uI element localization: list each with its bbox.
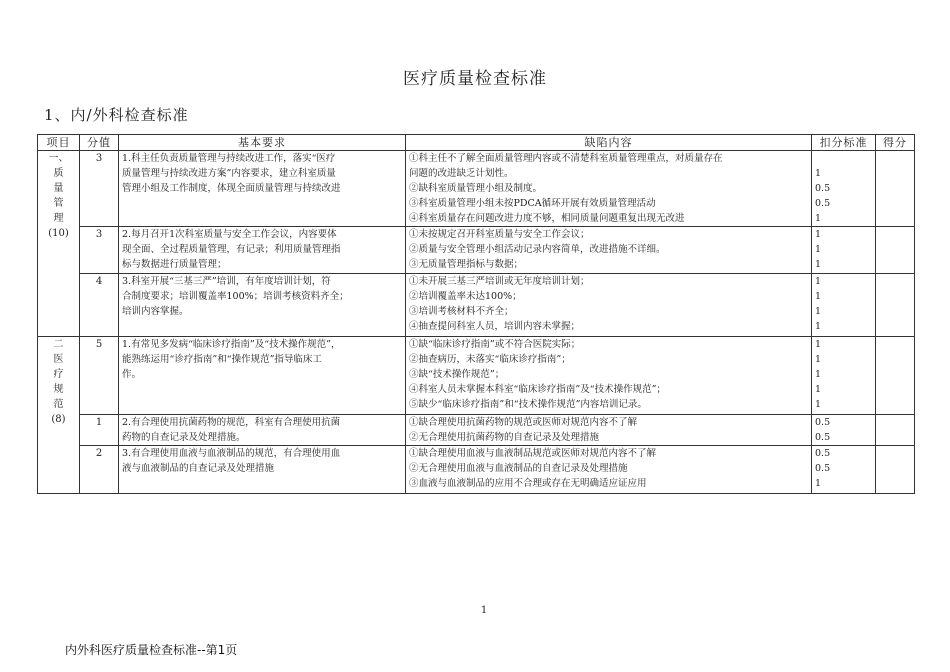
defect-line: ①未按规定召开科室质量与安全工作会议； bbox=[409, 229, 590, 240]
defect-line: ③培训考核材料不齐全； bbox=[409, 306, 514, 317]
page-number: 1 bbox=[480, 605, 488, 616]
deduction-value: 1 bbox=[815, 339, 822, 350]
deduction-value: 1 bbox=[815, 213, 822, 224]
requirement-line: 作。 bbox=[122, 369, 142, 380]
category-cell bbox=[38, 337, 80, 494]
defect-line: ①缺合理使用血液与血液制品规范或医师对规范内容不了解 bbox=[409, 448, 657, 459]
requirement-cell bbox=[119, 337, 406, 415]
deduction-cell bbox=[812, 151, 876, 227]
deduction-value: 1 bbox=[815, 478, 822, 489]
deduction-value: 0.5 bbox=[815, 432, 831, 443]
header-deduction: 扣分标准 bbox=[812, 135, 876, 151]
deduction-value: 1 bbox=[815, 229, 822, 240]
requirement-line: 培训内容掌握。 bbox=[122, 306, 189, 317]
defect-line: ③无质量管理指标与数据； bbox=[409, 259, 524, 270]
defect-line: ②无合理使用抗菌药物的自查记录及处理措施 bbox=[409, 432, 600, 443]
category-char: 规 bbox=[53, 384, 64, 395]
defect-line: ①科主任不了解全面质量管理内容或不清楚科室质量管理重点，对质量存在 bbox=[409, 153, 723, 164]
deduction-cell bbox=[812, 274, 876, 337]
defects-cell bbox=[406, 227, 812, 274]
score-cell: 2 bbox=[80, 446, 119, 494]
defects-cell bbox=[406, 337, 812, 415]
requirement-line: 管理小组及工作制度，体现全面质量管理与持续改进 bbox=[122, 183, 341, 194]
defect-line: ②缺科室质量管理小组及制度。 bbox=[409, 183, 543, 194]
header-earned: 得分 bbox=[876, 135, 915, 151]
requirement-line: 标与数据进行质量管理； bbox=[122, 259, 227, 270]
category-char: (8) bbox=[51, 414, 66, 425]
category-char: (10) bbox=[48, 228, 69, 239]
requirement-line: 1.科主任负责质量管理与持续改进工作，落实“医疗 bbox=[122, 153, 336, 164]
deduction-value: 1 bbox=[815, 306, 822, 317]
header-project: 项目 bbox=[38, 135, 80, 151]
requirement-line: 现全面、全过程质量管理，有记录；利用质量管理指 bbox=[122, 244, 341, 255]
defect-line: 问题的改进缺乏计划性。 bbox=[409, 168, 514, 179]
defect-line: ①缺合理使用抗菌药物的规范或医师对规范内容不了解 bbox=[409, 417, 638, 428]
table-row bbox=[38, 274, 915, 337]
earned-cell bbox=[876, 446, 915, 494]
deduction-value: 1 bbox=[815, 354, 822, 365]
defect-line: ③科室质量管理小组未按PDCA循环开展有效质量管理活动 bbox=[409, 198, 656, 209]
deduction-value: 1 bbox=[815, 276, 822, 287]
deduction-cell bbox=[812, 446, 876, 494]
score-cell: 5 bbox=[80, 337, 119, 415]
defect-line: ②无合理使用血液与血液制品的自查记录及处理措施 bbox=[409, 463, 628, 474]
requirement-line: 3.科室开展“三基三严”培训，有年度培训计划，符 bbox=[122, 276, 331, 287]
category-cell bbox=[38, 151, 80, 337]
deduction-value: 1 bbox=[815, 259, 822, 270]
defect-line: ④抽查提问科室人员，培训内容未掌握； bbox=[409, 321, 581, 332]
header-score: 分值 bbox=[80, 135, 119, 151]
deduction-value: 0.5 bbox=[815, 198, 831, 209]
requirement-line: 液与血液制品的自查记录及处理措施 bbox=[122, 463, 275, 474]
requirement-cell bbox=[119, 415, 406, 446]
deduction-value: 0.5 bbox=[815, 417, 831, 428]
table-row bbox=[38, 227, 915, 274]
defect-line: ④科室人员未掌握本科室“临床诊疗指南”及“技术操作规范”； bbox=[409, 384, 666, 395]
requirement-line: 1.有常见多发病“临床诊疗指南”及“技术操作规范”， bbox=[122, 339, 341, 350]
deduction-value: 0.5 bbox=[815, 463, 831, 474]
requirement-line: 能熟练运用“诊疗指南”和“操作规范”指导临床工 bbox=[122, 354, 322, 365]
requirement-cell bbox=[119, 446, 406, 494]
header-defects: 缺陷内容 bbox=[406, 135, 812, 151]
table-row bbox=[38, 337, 915, 415]
score-cell: 4 bbox=[80, 274, 119, 337]
document-title: 医疗质量检查标准 bbox=[403, 69, 547, 89]
deduction-value: 1 bbox=[815, 369, 822, 380]
requirement-cell bbox=[119, 151, 406, 227]
score-cell: 1 bbox=[80, 415, 119, 446]
category-char: 范 bbox=[53, 399, 64, 410]
deduction-value: 1 bbox=[815, 291, 822, 302]
defects-cell bbox=[406, 274, 812, 337]
defect-line: ①缺“临床诊疗指南”或不符合医院实际； bbox=[409, 339, 581, 350]
earned-cell bbox=[876, 274, 915, 337]
defects-cell bbox=[406, 446, 812, 494]
defects-cell bbox=[406, 151, 812, 227]
deduction-value bbox=[815, 151, 872, 166]
defect-line: ⑤缺少“临床诊疗指南”和“技术操作规范”内容培训记录。 bbox=[409, 399, 647, 410]
deduction-value: 1 bbox=[815, 384, 822, 395]
footer-text: 内外科医疗质量检查标准--第1页 bbox=[65, 643, 238, 657]
category-char: 管 bbox=[53, 198, 64, 209]
section-heading: 1、内/外科检查标准 bbox=[44, 106, 189, 124]
defect-line: ②抽查病历，未落实“临床诊疗指南”； bbox=[409, 354, 571, 365]
defect-line: ④科室质量存在问题改进力度不够，相同质量问题重复出现无改进 bbox=[409, 213, 685, 224]
header-requirement: 基本要求 bbox=[119, 135, 406, 151]
standards-table bbox=[37, 134, 915, 494]
category-char: 理 bbox=[53, 213, 64, 224]
deduction-cell bbox=[812, 227, 876, 274]
category-char: 一、 bbox=[48, 153, 69, 164]
defect-line: ③血液与血液制品的应用不合理或存在无明确适应证应用 bbox=[409, 478, 647, 489]
deduction-value: 1 bbox=[815, 399, 822, 410]
requirement-line: 3.有合理使用血液与血液制品的规范，有合理使用血 bbox=[122, 448, 341, 459]
defect-line: ②质量与安全管理小组活动记录内容简单，改进措施不详细。 bbox=[409, 244, 666, 255]
category-char: 疗 bbox=[53, 369, 64, 380]
requirement-line: 药物的自查记录及处理措施。 bbox=[122, 432, 246, 443]
requirement-line: 2.每月召开1次科室质量与安全工作会议，内容要体 bbox=[122, 229, 337, 240]
category-char: 量 bbox=[53, 183, 64, 194]
defect-line: ①未开展三基三严培训或无年度培训计划； bbox=[409, 276, 590, 287]
category-char: 二 bbox=[53, 339, 64, 350]
requirement-line: 质量管理与持续改进方案”内容要求，建立科室质量 bbox=[122, 168, 336, 179]
deduction-value: 1 bbox=[815, 244, 822, 255]
category-char: 质 bbox=[53, 168, 64, 179]
table-row bbox=[38, 415, 915, 446]
deduction-value: 1 bbox=[815, 168, 822, 179]
table-row bbox=[38, 446, 915, 494]
requirement-cell bbox=[119, 274, 406, 337]
category-char: 医 bbox=[53, 354, 64, 365]
earned-cell bbox=[876, 227, 915, 274]
earned-cell bbox=[876, 151, 915, 227]
earned-cell bbox=[876, 337, 915, 415]
requirement-line: 合制度要求；培训覆盖率100%；培训考核资料齐全； bbox=[122, 291, 349, 302]
deduction-value: 0.5 bbox=[815, 448, 831, 459]
defect-line: ②培训覆盖率未达100%； bbox=[409, 291, 522, 302]
requirement-cell bbox=[119, 227, 406, 274]
deduction-value: 1 bbox=[815, 321, 822, 332]
deduction-cell bbox=[812, 415, 876, 446]
table-header-row bbox=[38, 135, 915, 151]
earned-cell bbox=[876, 415, 915, 446]
score-cell: 3 bbox=[80, 151, 119, 227]
deduction-cell bbox=[812, 337, 876, 415]
defect-line: ③缺“技术操作规范”； bbox=[409, 369, 505, 380]
table-row bbox=[38, 151, 915, 227]
requirement-line: 2.有合理使用抗菌药物的规范，科室有合理使用抗菌 bbox=[122, 417, 341, 428]
defects-cell bbox=[406, 415, 812, 446]
deduction-value: 0.5 bbox=[815, 183, 831, 194]
score-cell: 3 bbox=[80, 227, 119, 274]
